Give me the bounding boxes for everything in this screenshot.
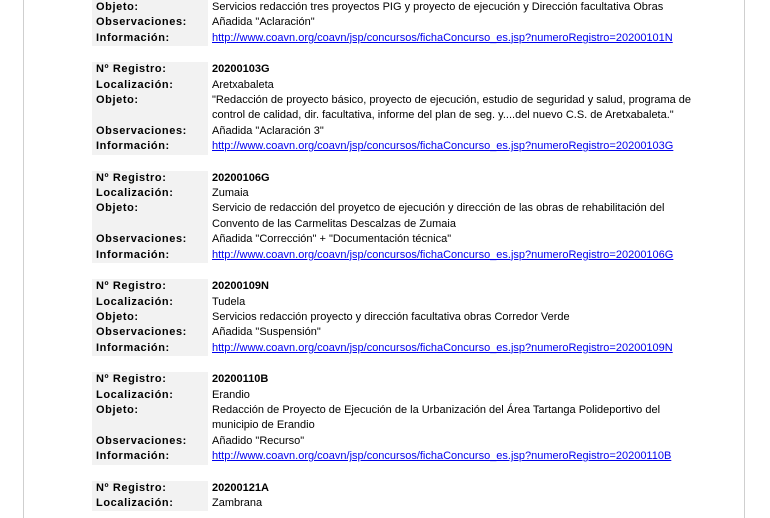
observaciones-value: Añadido "Recurso" (212, 434, 305, 447)
contest-record (92, 0, 700, 46)
objeto-value: "Redacción de proyecto básico, proyecto de ejecución, estudio de seguridad y salud, programa de control de calidad, dir. facultativa, informe del plan de seg. y....del nuevo C.S. de Aretxabaleta." (212, 94, 692, 122)
registro-label: Nº Registro: (92, 171, 208, 186)
localizacion-label: Localización: (92, 496, 208, 511)
informacion-label: Información: (92, 31, 208, 46)
informacion-link[interactable]: http://www.coavn.org/coavn/jsp/concursos/fichaConcurso_es.jsp?numeroRegistro=20200103G (212, 140, 674, 153)
localizacion-label: Localización: (92, 295, 208, 310)
localizacion-value: Erandio (212, 388, 250, 401)
observaciones-value: Añadida "Corrección" + "Documentación técnica" (212, 233, 452, 246)
registro-value: 20200109N (212, 280, 269, 293)
localizacion-value: Aretxabaleta (212, 78, 274, 91)
contest-record (92, 279, 700, 356)
observaciones-label: Observaciones: (92, 15, 208, 30)
objeto-label: Objeto: (92, 403, 208, 434)
registro-label: Nº Registro: (92, 62, 208, 77)
localizacion-label: Localización: (92, 186, 208, 201)
contest-record (92, 372, 700, 464)
contest-record (92, 481, 700, 512)
registro-value: 20200103G (212, 63, 270, 76)
informacion-link[interactable]: http://www.coavn.org/coavn/jsp/concursos/fichaConcurso_es.jsp?numeroRegistro=20200101N (212, 31, 673, 44)
contests-list (92, 2, 702, 511)
observaciones-value: Añadida "Suspensión" (212, 326, 321, 339)
observaciones-value: Añadida "Aclaración" (212, 16, 315, 29)
informacion-link[interactable]: http://www.coavn.org/coavn/jsp/concursos/fichaConcurso_es.jsp?numeroRegistro=20200110B (212, 450, 672, 463)
registro-value: 20200110B (212, 373, 269, 386)
registro-label: Nº Registro: (92, 481, 208, 496)
informacion-label: Información: (92, 248, 208, 263)
informacion-link[interactable]: http://www.coavn.org/coavn/jsp/concursos/fichaConcurso_es.jsp?numeroRegistro=20200109N (212, 341, 673, 354)
observaciones-label: Observaciones: (92, 325, 208, 340)
objeto-label: Objeto: (92, 310, 208, 325)
localizacion-value: Zambrana (212, 496, 263, 509)
registro-label: Nº Registro: (92, 279, 208, 294)
objeto-value: Redacción de Proyecto de Ejecución de la Urbanización del Área Tartanga Polideportivo del municipio de Erandio (212, 403, 661, 432)
observaciones-label: Observaciones: (92, 232, 208, 247)
observaciones-label: Observaciones: (92, 434, 208, 449)
objeto-value: Servicio de redacción del proyetco de ejecución y dirección de las obras de rehabilitación del Convento de las Carmelitas Descalzas de Zumaia (212, 202, 665, 230)
localizacion-value: Zumaia (212, 187, 249, 200)
informacion-label: Información: (92, 449, 208, 464)
localizacion-value: Tudela (212, 295, 246, 308)
informacion-label: Información: (92, 139, 208, 154)
registro-value: 20200121A (212, 481, 269, 494)
localizacion-label: Localización: (92, 388, 208, 403)
observaciones-value: Añadida "Aclaración 3" (212, 124, 324, 137)
objeto-value: Servicios redacción tres proyectos PIG y proyecto de ejecución y Dirección facultativa Obras (212, 1, 664, 13)
registro-label: Nº Registro: (92, 372, 208, 387)
contest-record (92, 62, 700, 154)
localizacion-label: Localización: (92, 78, 208, 93)
registro-value: 20200106G (212, 171, 270, 184)
observaciones-label: Observaciones: (92, 124, 208, 139)
contest-record (92, 171, 700, 263)
objeto-label: Objeto: (92, 201, 208, 232)
informacion-link[interactable]: http://www.coavn.org/coavn/jsp/concursos/fichaConcurso_es.jsp?numeroRegistro=20200106G (212, 248, 674, 261)
objeto-label: Objeto: (92, 0, 208, 15)
informacion-label: Información: (92, 341, 208, 356)
objeto-label: Objeto: (92, 93, 208, 124)
objeto-value: Servicios redacción proyecto y dirección facultativa obras Corredor Verde (212, 310, 570, 323)
